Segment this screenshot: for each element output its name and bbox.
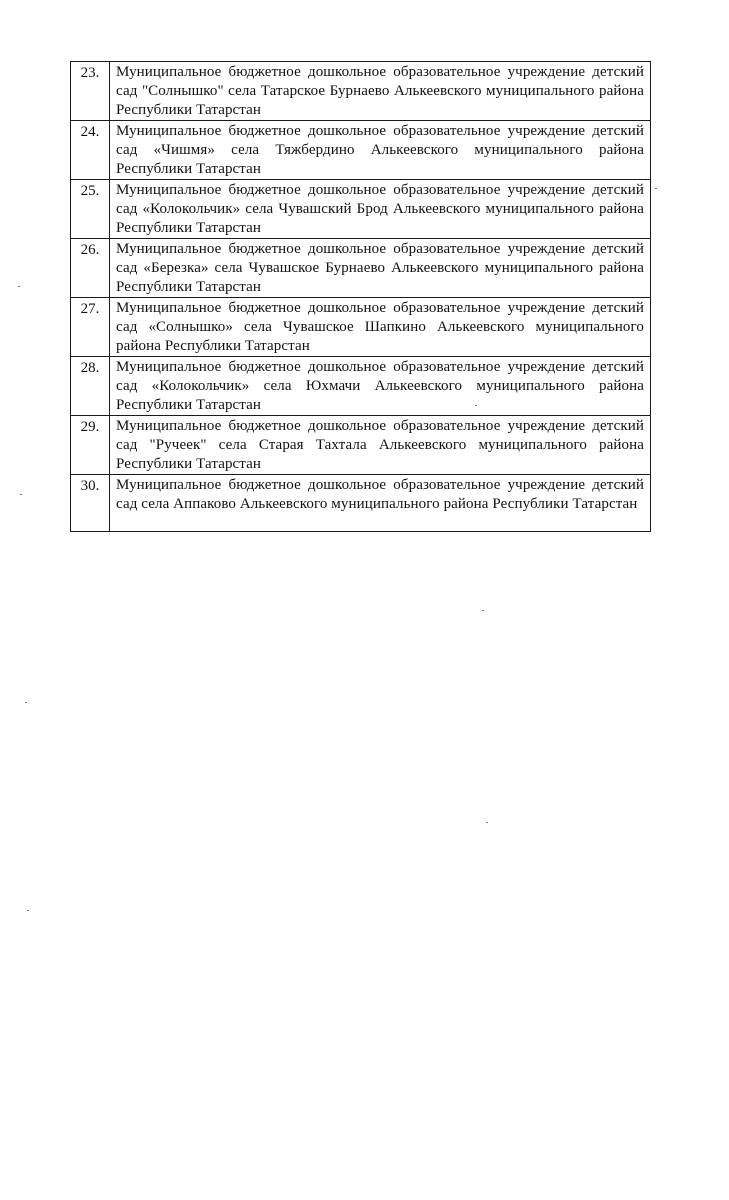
- table-row: [71, 416, 651, 475]
- scan-speck: [475, 405, 477, 406]
- institution-name: Муниципальное бюджетное дошкольное образовательное учреждение детский сад села Аппаково Алькеевского муниципального района Республики Татарстан: [110, 475, 651, 532]
- scan-speck: [486, 822, 488, 823]
- table-row: [71, 239, 651, 298]
- row-number: 25.: [71, 180, 110, 239]
- institution-name: Муниципальное бюджетное дошкольное образовательное учреждение детский сад «Колокольчик» села Чувашский Брод Алькеевского муниципального района Республики Татарстан: [110, 180, 651, 239]
- row-number: 29.: [71, 416, 110, 475]
- table-row: [71, 62, 651, 121]
- institution-name: Муниципальное бюджетное дошкольное образовательное учреждение детский сад "Солнышко" села Татарское Бурнаево Алькеевского муниципального района Республики Татарстан: [110, 62, 651, 121]
- table-row: [71, 180, 651, 239]
- scan-speck: [482, 610, 484, 611]
- institution-name: Муниципальное бюджетное дошкольное образовательное учреждение детский сад «Чишмя» села Тяжбердино Алькеевского муниципального района Республики Татарстан: [110, 121, 651, 180]
- institution-name: Муниципальное бюджетное дошкольное образовательное учреждение детский сад «Березка» села Чувашское Бурнаево Алькеевского муниципального района Республики Татарстан: [110, 239, 651, 298]
- row-number: 27.: [71, 298, 110, 357]
- row-number: 28.: [71, 357, 110, 416]
- scan-speck: [655, 188, 657, 189]
- table-row: [71, 121, 651, 180]
- table-row: [71, 475, 651, 532]
- table-row: [71, 357, 651, 416]
- kindergarten-list-table: [70, 61, 651, 532]
- row-number: 26.: [71, 239, 110, 298]
- table-row: [71, 298, 651, 357]
- institution-name: Муниципальное бюджетное дошкольное образовательное учреждение детский сад «Солнышко» села Чувашское Шапкино Алькеевского муниципального района Республики Татарстан: [110, 298, 651, 357]
- scan-speck: [27, 910, 29, 911]
- scan-speck: [20, 494, 22, 495]
- row-number: 24.: [71, 121, 110, 180]
- institution-name: Муниципальное бюджетное дошкольное образовательное учреждение детский сад «Колокольчик» села Юхмачи Алькеевского муниципального района Республики Татарстан: [110, 357, 651, 416]
- row-number: 30.: [71, 475, 110, 532]
- scan-speck: [18, 286, 20, 287]
- institution-name: Муниципальное бюджетное дошкольное образовательное учреждение детский сад "Ручеек" села Старая Тахтала Алькеевского муниципального района Республики Татарстан: [110, 416, 651, 475]
- row-number: 23.: [71, 62, 110, 121]
- scan-speck: [25, 702, 27, 703]
